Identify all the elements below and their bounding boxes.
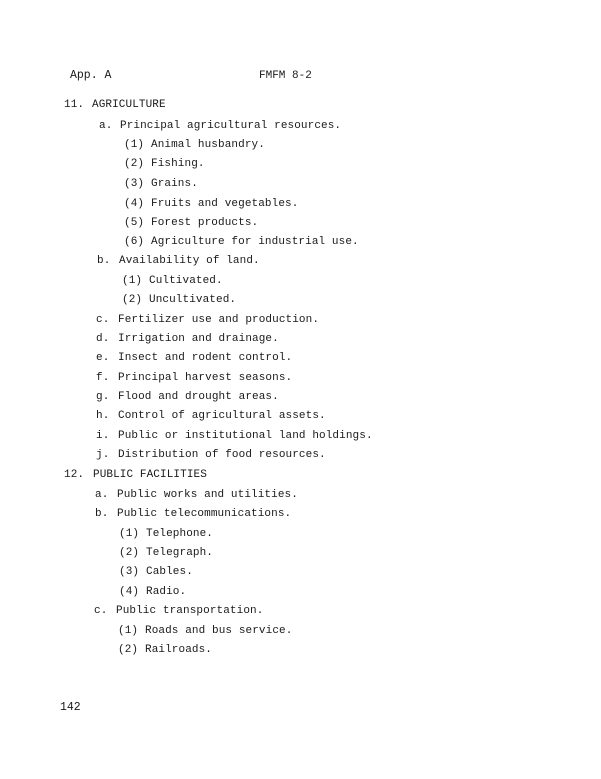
sub-item-text: Cultivated. [149,275,223,287]
section-title: AGRICULTURE [92,99,166,111]
item-letter: b. [95,508,109,520]
item-letter: f. [96,372,110,384]
sub-item-number: (1) [122,275,143,287]
sub-item-text: Roads and bus service. [145,625,293,637]
sub-list-item [119,528,213,540]
sub-list-item [118,625,292,637]
item-letter: d. [96,333,110,345]
sub-list-item [124,158,205,170]
sub-item-number: (5) [124,217,145,229]
item-letter: c. [96,314,110,326]
list-item [94,605,263,617]
list-item [96,430,373,442]
sub-list-item [124,236,359,248]
item-letter: j. [96,449,110,461]
sub-list-item [124,198,298,210]
item-text: Principal agricultural resources. [120,120,342,132]
page-number: 142 [60,701,81,714]
sub-item-number: (1) [119,528,140,540]
sub-item-text: Agriculture for industrial use. [151,236,359,248]
sub-item-number: (1) [124,139,145,151]
list-item [96,333,279,345]
section-heading [64,99,166,111]
list-item [96,410,326,422]
list-item [96,372,292,384]
sub-item-number: (2) [119,547,140,559]
appendix-label: App. A [70,69,112,82]
sub-item-number: (3) [119,566,140,578]
item-text: Control of agricultural assets. [118,410,326,422]
item-text: Fertilizer use and production. [118,314,320,326]
item-letter: h. [96,410,110,422]
item-text: Public works and utilities. [117,489,298,501]
sub-item-number: (2) [122,294,143,306]
item-text: Availability of land. [119,255,260,267]
item-text: Public or institutional land holdings. [118,430,373,442]
item-text: Flood and drought areas. [118,391,279,403]
sub-item-text: Railroads. [145,644,213,656]
item-letter: c. [94,605,108,617]
sub-item-number: (4) [119,586,140,598]
list-item [96,314,319,326]
item-letter: a. [99,120,113,132]
list-item [96,391,279,403]
sub-item-number: (2) [118,644,139,656]
item-text: Public telecommunications. [117,508,292,520]
sub-item-text: Telephone. [146,528,214,540]
list-item [99,120,341,132]
list-item [96,449,326,461]
sub-item-text: Cables. [146,566,193,578]
item-letter: a. [95,489,109,501]
item-letter: b. [97,255,111,267]
sub-item-text: Uncultivated. [149,294,237,306]
document-id: FMFM 8-2 [259,70,312,82]
item-text: Distribution of food resources. [118,449,326,461]
sub-list-item [119,586,186,598]
section-title: PUBLIC FACILITIES [93,469,207,481]
sub-item-number: (2) [124,158,145,170]
sub-list-item [119,566,193,578]
sub-item-text: Fishing. [151,158,205,170]
item-text: Insect and rodent control. [118,352,293,364]
item-letter: i. [96,430,110,442]
item-letter: g. [96,391,110,403]
sub-item-number: (3) [124,178,145,190]
list-item [95,489,298,501]
list-item [96,352,292,364]
sub-item-text: Radio. [146,586,187,598]
sub-item-text: Forest products. [151,217,259,229]
sub-item-text: Animal husbandry. [151,139,265,151]
sub-item-text: Telegraph. [146,547,214,559]
sub-list-item [124,217,258,229]
list-item [95,508,291,520]
sub-item-text: Fruits and vegetables. [151,198,299,210]
sub-list-item [119,547,213,559]
sub-item-number: (4) [124,198,145,210]
sub-list-item [124,178,198,190]
sub-list-item [118,644,212,656]
item-text: Principal harvest seasons. [118,372,293,384]
item-letter: e. [96,352,110,364]
section-number: 11. [64,99,85,111]
section-heading [64,469,207,481]
list-item [97,255,260,267]
sub-item-number: (1) [118,625,139,637]
sub-list-item [124,139,265,151]
item-text: Public transportation. [116,605,264,617]
sub-list-item [122,294,236,306]
sub-item-text: Grains. [151,178,198,190]
section-number: 12. [64,469,85,481]
sub-list-item [122,275,223,287]
sub-item-number: (6) [124,236,145,248]
item-text: Irrigation and drainage. [118,333,279,345]
